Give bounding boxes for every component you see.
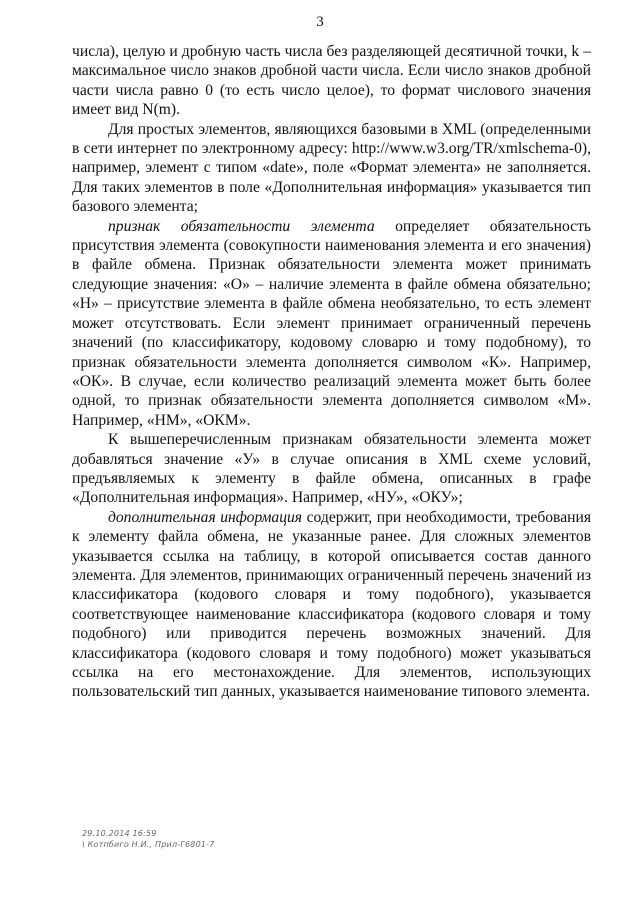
term-additional-info: дополнительная информация (108, 508, 303, 526)
term-required-flag: признак обязательности элемента (108, 217, 375, 235)
page-number: 3 (316, 14, 324, 30)
paragraph-1: числа), целую и дробную часть числа без разделяющей десятичной точки, k – максимальное число знаков дробной части числа. Если число знаков дробной части числа равно 0 (то есть число целое), то формат числового значения имеет вид N(m). (72, 43, 591, 119)
paragraph-5-text: содержит, при необходимости, требования к элементу файла обмена, не указанные ранее. Для сложных элементов указывается ссылка на таблицу, в которой описывается состав данного элемента. Для элементов, принимающих ограниченный перечень значений из классификатора (кодового словаря и тому подобного), указывается соответствующее наименование классификатора (кодового словаря и тому подобного) или приводится перечень возможных значений. Для классификатора (кодового словаря и тому подобного) может указываться ссылка на его местонахождение. Для элементов, использующих пользовательский тип данных, указывается наименование типового элемента. (72, 508, 591, 701)
paragraph-2: Для простых элементов, являющихся базовыми в XML (определенными в сети интернет по электронному адресу: http://www.w3.org/TR/xmlschema-0), например, элемент с типом «date», поле «Формат элемента» не заполняется. Для таких элементов в поле «Дополнительная информация» указывается тип базового элемента; (72, 120, 591, 216)
paragraph-5 (72, 508, 591, 702)
paragraph-4: К вышеперечисленным признакам обязательности элемента может добавляться значение «У» в случае описания в XML схеме условий, предъявляемых к элементу в файле обмена, описанных в графе «Дополнительная информация». Например, «НУ», «ОКУ»; (72, 431, 591, 507)
footer-timestamp: 29.10.2014 16:59 (82, 829, 157, 838)
document-body (72, 42, 591, 702)
footer-document-ref: \ Котпбиго Н.И., Прил-Г6801-7 (82, 840, 215, 849)
paragraph-3 (72, 217, 591, 430)
paragraph-3-text: определяет обязательность присутствия элемента (совокупности наименования элемента и его значения) в файле обмена. Признак обязательности элемента может принимать следующие значения: «О» – наличие элемента в файле обмена обязательно; «Н» – присутствие элемента в файле обмена необязательно, то есть элемент может отсутствовать. Если элемент принимает ограниченный перечень значений (по классификатору, кодовому словарю и тому подобному), то признак обязательности элемента дополняется символом «К». Например, «ОК». В случае, если количество реализаций элемента может быть более одной, то признак обязательности элемента дополняется символом «М». Например, «НМ», «ОКМ». (72, 217, 591, 429)
footer-stamp (82, 828, 215, 850)
